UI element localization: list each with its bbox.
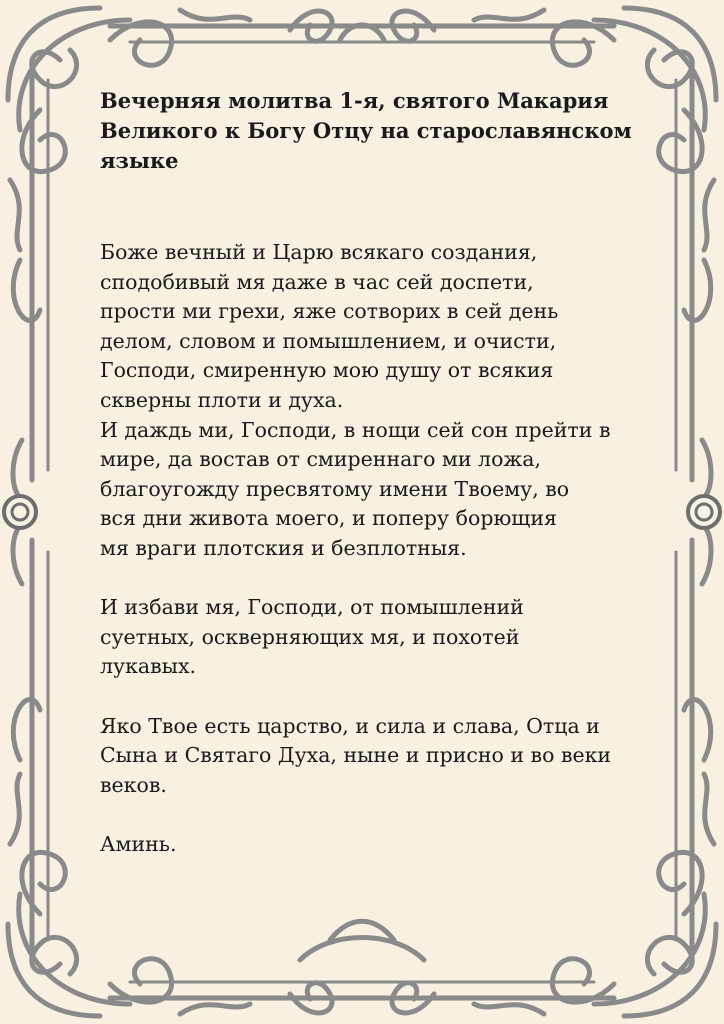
title-line: Великого к Богу Отцу на старославянском (100, 118, 632, 143)
text-line: вся дни живота моего, и поперу борющия (100, 506, 557, 531)
left-medallion (4, 496, 36, 528)
text-line: делом, словом и помышлением, и очисти, (100, 328, 557, 353)
text-line: благоугожду пресвятому имени Твоему, во (100, 476, 570, 501)
title-line: языке (100, 148, 179, 173)
text-line: прости ми грехи, яже сотворих в сей день (100, 299, 559, 324)
prayer-body (100, 238, 670, 859)
text-line: мире, да востав от смиреннаго ми ложа, (100, 447, 542, 472)
text-line: Аминь. (100, 831, 177, 856)
text-line: сподобивый мя даже в час сей доспети, (100, 269, 534, 294)
top-center-ornament (290, 11, 434, 41)
title-line: Вечерняя молитва 1-я, святого Макария (100, 88, 609, 113)
text-line: скверны плоти и духа. (100, 387, 344, 412)
text-line: И избави мя, Господи, от помышлений (100, 595, 524, 620)
text-line: Господи, смиренную мою душу от всякия (100, 358, 554, 383)
paragraph-3 (100, 712, 670, 801)
right-medallion (688, 496, 720, 528)
paragraph-2 (100, 593, 670, 682)
text-line: мя враги плотския и безплотныя. (100, 535, 467, 560)
text-line: И даждь ми, Господи, в нощи сей сон прейти в (100, 417, 611, 442)
paragraph-1 (100, 238, 670, 564)
prayer-title (100, 86, 660, 176)
prayer-content (100, 86, 680, 859)
text-line: веков. (100, 772, 167, 797)
text-line: лукавых. (100, 654, 197, 679)
text-line: суетных, оскверняющих мя, и похотей (100, 624, 520, 649)
text-line: Яко Твое есть царство, и сила и слава, Отца и (100, 713, 600, 738)
text-line: Сына и Святаго Духа, ныне и присно и во веки (100, 743, 612, 768)
paragraph-amen (100, 830, 670, 860)
text-line: Боже вечный и Царю всякаго создания, (100, 240, 538, 264)
